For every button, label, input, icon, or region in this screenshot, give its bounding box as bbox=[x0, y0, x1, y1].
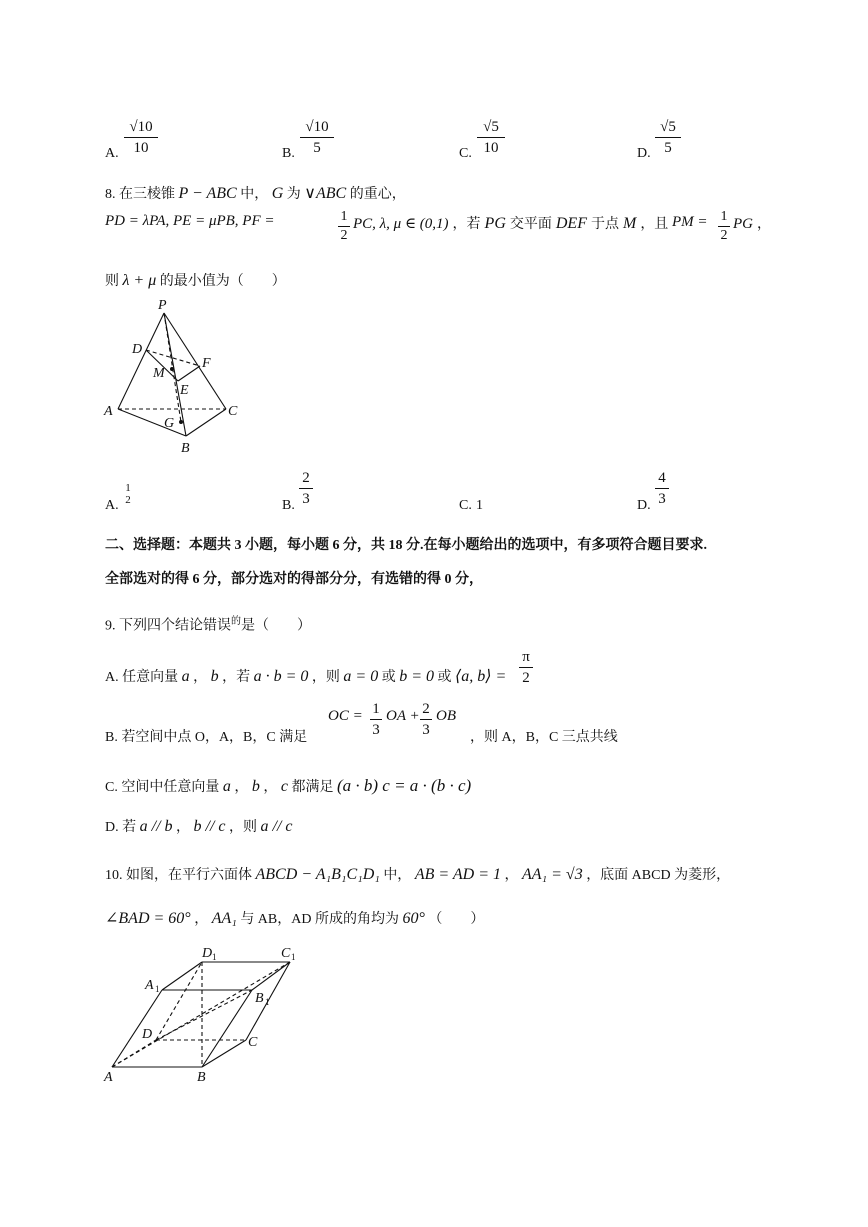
q9-angle: ⟨a, b⟩ = bbox=[455, 668, 507, 685]
q8-expression: λ + μ bbox=[122, 272, 157, 289]
q8-stem-line1 bbox=[105, 183, 406, 203]
option-value: 1 bbox=[476, 498, 483, 513]
q9-text: C. 空间中任意向量 bbox=[105, 780, 220, 795]
q10-parallelepiped-figure bbox=[100, 940, 310, 1090]
numerator: 1 bbox=[340, 209, 348, 224]
numerator: 4 bbox=[658, 470, 666, 486]
q8-lead: 8. 在三棱锥 bbox=[105, 187, 175, 202]
denominator: 2 bbox=[720, 228, 728, 243]
numerator: 1 bbox=[372, 701, 380, 717]
label-g: G bbox=[164, 416, 175, 431]
q8-pm-fraction bbox=[718, 209, 730, 244]
label-b1: B bbox=[255, 991, 264, 1006]
q9-text: B. 若空间中点 O，A，B，C 满足 bbox=[105, 730, 308, 745]
q10-text: 与 AB，AD 所成的角均为 bbox=[240, 912, 399, 927]
q10-stem-line2 bbox=[105, 908, 484, 928]
q8-text: 交平面 bbox=[509, 217, 552, 232]
q9-b-ob: OB bbox=[436, 708, 456, 724]
label-a1: A bbox=[145, 978, 154, 993]
q10-stem-line1 bbox=[105, 864, 730, 884]
q9-text: ， bbox=[176, 820, 191, 835]
q8-stem-line2b bbox=[353, 213, 668, 233]
q9-text: 都满足 bbox=[291, 780, 334, 795]
q9-b-frac2 bbox=[420, 700, 432, 739]
q10-text: ， bbox=[504, 868, 519, 883]
denominator: 2 bbox=[522, 670, 530, 686]
denominator: 2 bbox=[125, 494, 131, 506]
numerator: 2 bbox=[302, 470, 310, 486]
label-p: P bbox=[158, 298, 167, 313]
q9-text: ， bbox=[263, 780, 278, 795]
q10-degree: 60° bbox=[402, 910, 425, 927]
numerator: √10 bbox=[129, 119, 153, 135]
q9-text: 是（ ） bbox=[241, 618, 311, 634]
denominator: 3 bbox=[658, 491, 666, 507]
denominator: 3 bbox=[422, 722, 430, 738]
q8-text: 的最小值为（ ） bbox=[159, 274, 286, 289]
numerator: √5 bbox=[483, 119, 499, 135]
label-f: F bbox=[202, 356, 211, 371]
label-d: D bbox=[132, 342, 143, 357]
label-subscript: 1 bbox=[155, 984, 160, 994]
numerator: 1 bbox=[720, 209, 728, 224]
q10-solid: ABCD − A₁B₁C₁D₁ bbox=[255, 866, 380, 883]
q9-option-d bbox=[105, 816, 293, 836]
q9-option-b bbox=[105, 726, 307, 746]
fraction bbox=[123, 482, 133, 506]
q10-aa1-length: AA₁ = √3 bbox=[522, 866, 583, 883]
q10-text: 中， bbox=[383, 868, 412, 883]
q8-text: 中， bbox=[240, 187, 269, 202]
q8-text: 则 bbox=[105, 274, 119, 289]
option-letter: A. bbox=[105, 146, 119, 161]
denominator: 2 bbox=[340, 228, 348, 243]
q9-text: ，则 bbox=[311, 670, 340, 685]
fraction bbox=[655, 118, 681, 157]
q9-result: b = 0 bbox=[399, 668, 435, 685]
q8-tetrahedron-figure bbox=[100, 295, 250, 460]
denominator: 10 bbox=[483, 140, 499, 156]
vector-b: b bbox=[210, 668, 219, 685]
fraction bbox=[477, 118, 505, 157]
label-a: A bbox=[104, 1070, 113, 1085]
q8-point-g: G bbox=[271, 185, 284, 202]
q8-text: 于点 bbox=[590, 217, 619, 232]
q8-pg: PG bbox=[484, 215, 506, 232]
option-letter: B. bbox=[282, 498, 295, 513]
section2-instruction-line2: 全部选对的得 6 分，部分选对的得部分分，有选错的得 0 分， bbox=[105, 572, 483, 587]
q9-parallel-expr: a // b bbox=[139, 818, 173, 835]
q9-parallel-expr: a // c bbox=[260, 818, 293, 835]
q8-pm-tail bbox=[733, 213, 771, 233]
q9-text: A. 任意向量 bbox=[105, 670, 179, 685]
q10-angle: ∠BAD = 60° bbox=[105, 910, 191, 927]
option-letter: B. bbox=[282, 146, 295, 161]
q9-c-expression: (a · b) c = a · (b · c) bbox=[336, 776, 472, 795]
q8-condition: PD = λPA, PE = μPB, PF = bbox=[105, 213, 275, 229]
label-subscript: 1 bbox=[291, 952, 296, 962]
q8-stem-line2 bbox=[105, 213, 275, 230]
q10-text: ，底面 ABCD 为菱形， bbox=[586, 868, 731, 883]
label-a: A bbox=[104, 404, 113, 419]
label-subscript: 1 bbox=[212, 952, 217, 962]
q8-pm bbox=[672, 213, 708, 231]
fraction bbox=[300, 118, 334, 157]
q8-text: ，且 bbox=[640, 217, 669, 232]
numerator: π bbox=[522, 649, 530, 665]
q8-text: ， bbox=[757, 217, 771, 232]
denominator: 10 bbox=[133, 140, 149, 156]
label-d1: D bbox=[202, 946, 213, 961]
q9-b-frac1 bbox=[370, 700, 382, 739]
numerator: 2 bbox=[422, 701, 430, 717]
q10-text: （ ） bbox=[428, 912, 485, 927]
q8-pyramid: P − ABC bbox=[178, 185, 237, 202]
q9-text: D. 若 bbox=[105, 820, 137, 835]
q9-text: ，若 bbox=[222, 670, 251, 685]
option-letter: D. bbox=[637, 146, 651, 161]
numerator: √5 bbox=[660, 119, 676, 135]
denominator: 3 bbox=[372, 722, 380, 738]
q8-cond-fraction bbox=[338, 209, 350, 244]
fraction bbox=[299, 469, 313, 508]
label-b: B bbox=[181, 441, 190, 456]
q9-text: 的 bbox=[231, 616, 241, 627]
vector-c: c bbox=[280, 778, 288, 795]
q9-text: 或 bbox=[437, 670, 452, 685]
q8-point-m: M bbox=[622, 215, 637, 232]
q8-pm-eq: PM = bbox=[672, 214, 708, 230]
option-letter: A. bbox=[105, 498, 119, 513]
q8-ask bbox=[105, 270, 286, 290]
q8-triangle: ∨ABC bbox=[304, 185, 347, 202]
fraction bbox=[124, 118, 158, 157]
q9-text: 9. 下列四个结论错误 bbox=[105, 618, 231, 634]
vector-b: b bbox=[251, 778, 260, 795]
q9-text: ， bbox=[234, 780, 249, 795]
q9-parallel-expr: b // c bbox=[193, 818, 226, 835]
q9-text: ， bbox=[193, 670, 208, 685]
q8-pg: PG bbox=[733, 216, 753, 232]
vector-a: a bbox=[222, 778, 231, 795]
q9-condition: a · b = 0 bbox=[253, 668, 309, 685]
q10-text: 10. 如图，在平行六面体 bbox=[105, 868, 252, 883]
q8-text: ，若 bbox=[452, 217, 481, 232]
label-b: B bbox=[197, 1070, 206, 1085]
q9-stem bbox=[105, 612, 311, 635]
q9-b-tail: ，则 A，B，C 三点共线 bbox=[470, 730, 618, 745]
q8-plane: DEF bbox=[555, 215, 587, 232]
denominator: 5 bbox=[664, 140, 672, 156]
numerator: 1 bbox=[125, 482, 131, 494]
q9-b-oa: OA + bbox=[386, 708, 420, 724]
denominator: 5 bbox=[313, 140, 321, 156]
label-c: C bbox=[228, 404, 238, 419]
label-c1: C bbox=[281, 946, 291, 961]
q8-text: 为 bbox=[286, 187, 301, 202]
q8-condition-tail: PC, λ, μ ∈ (0,1) bbox=[353, 216, 449, 232]
vector-a: a bbox=[181, 668, 190, 685]
q9-b-oc: OC = bbox=[328, 708, 363, 724]
q9-option-a bbox=[105, 666, 506, 686]
label-e: E bbox=[180, 383, 189, 398]
numerator: √10 bbox=[305, 119, 329, 135]
label-c: C bbox=[248, 1035, 258, 1050]
fraction bbox=[655, 469, 669, 508]
q10-aa1: AA₁ bbox=[211, 910, 237, 927]
q9-text: 或 bbox=[381, 670, 396, 685]
option-letter: C. bbox=[459, 498, 472, 513]
label-d: D bbox=[142, 1027, 153, 1042]
denominator: 3 bbox=[302, 491, 310, 507]
q9-result: a = 0 bbox=[343, 668, 379, 685]
q8-text: 的重心， bbox=[349, 187, 406, 202]
section2-instruction-line1: 二、选择题：本题共 3 小题，每小题 6 分，共 18 分.在每小题给出的选项中，有多项符合题目要求. bbox=[105, 538, 707, 553]
q10-text: ， bbox=[194, 912, 209, 927]
option-letter: D. bbox=[637, 498, 651, 513]
label-m: M bbox=[153, 366, 165, 381]
q9-pi-fraction bbox=[519, 648, 533, 687]
option-letter: C. bbox=[459, 146, 472, 161]
q9-text: ，则 bbox=[229, 820, 258, 835]
label-subscript: 1 bbox=[265, 997, 270, 1007]
q10-edge-lengths: AB = AD = 1 bbox=[414, 866, 501, 883]
q9-option-c bbox=[105, 776, 471, 796]
